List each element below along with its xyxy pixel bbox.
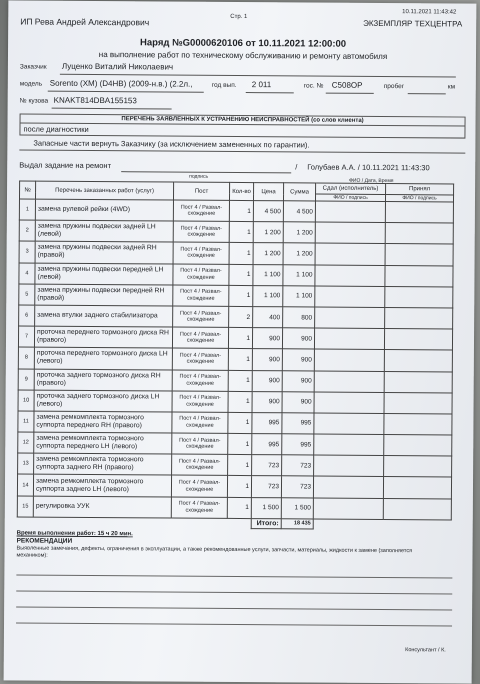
- model-underline: [48, 91, 204, 93]
- row-service: замена ремкомплекта тормозного суппорта переднего LH (левого): [34, 432, 172, 454]
- row-num: 2: [19, 220, 35, 241]
- year-value: 2 011: [251, 80, 272, 90]
- table-row: [19, 199, 453, 223]
- col-done: Сдал (исполнитель): [316, 183, 386, 194]
- row-post: Пост 4 / Развал-схождение: [172, 370, 228, 392]
- copy-label: ЭКЗЕМПЛЯР ТЕХЦЕНТРА: [363, 18, 463, 29]
- total-label: Итого:: [251, 518, 281, 528]
- vin-underline: [52, 108, 172, 110]
- row-accepted-cell: [384, 435, 452, 457]
- col-service: Перечень заказанных работ (услуг): [35, 181, 173, 200]
- order-title: Наряд №G0000620106 от 10.11.2021 12:00:00: [140, 37, 347, 50]
- printed-timestamp: 10.11.2021 11:43:42: [402, 9, 457, 16]
- row-qty: 1: [228, 433, 252, 454]
- row-qty: 1: [229, 200, 253, 221]
- row-num: 5: [19, 284, 35, 305]
- row-num: 9: [18, 368, 34, 389]
- row-price: 900: [252, 328, 282, 349]
- row-sum: 900: [282, 391, 314, 412]
- row-num: 7: [18, 326, 34, 347]
- row-accepted-cell: [384, 371, 452, 393]
- consultant-signature: Консультант / К.: [405, 647, 446, 654]
- row-qty: 1: [228, 349, 252, 370]
- row-price: 400: [253, 307, 283, 328]
- row-accepted-cell: [385, 202, 453, 224]
- row-price: 900: [252, 370, 282, 391]
- row-qty: 1: [229, 285, 253, 306]
- row-post: Пост 4 / Развал-схождение: [172, 391, 228, 413]
- col-post: Пост: [173, 182, 229, 200]
- document-header: [20, 6, 466, 33]
- row-sum: 1 200: [283, 222, 315, 243]
- issued-label: Выдал задание на ремонт: [19, 160, 112, 171]
- row-accepted-cell: [384, 413, 452, 435]
- row-accepted-cell: [383, 477, 451, 499]
- row-post: Пост 4 / Развал-схождение: [173, 264, 229, 286]
- row-service: замена пружины подвески передней LH (левой): [35, 263, 173, 285]
- row-qty: 1: [227, 497, 251, 518]
- row-num: 12: [18, 432, 34, 453]
- row-sum: 1 100: [283, 286, 315, 307]
- row-service: замена ремкомплекта тормозного суппорта заднего LH (левого): [33, 474, 171, 496]
- col-accepted: Принял: [386, 184, 454, 195]
- table-row: [18, 390, 452, 414]
- row-price: 1 100: [253, 285, 283, 306]
- row-num: 10: [18, 390, 34, 411]
- row-done-cell: [315, 201, 385, 223]
- row-qty: 1: [229, 222, 253, 243]
- row-sum: 900: [282, 328, 314, 349]
- declared-faults-text: после диагностики: [23, 124, 89, 134]
- row-service: проточка переднего тормозного диска RH (правого): [34, 326, 172, 348]
- table-row: [19, 284, 453, 308]
- row-qty: 1: [228, 391, 252, 412]
- row-qty: 1: [229, 264, 253, 285]
- model-label: модель: [19, 80, 43, 88]
- row-done-cell: [314, 413, 384, 435]
- table-row: [19, 220, 453, 244]
- row-done-cell: [314, 455, 384, 477]
- row-service: замена пружины подвески задней LH (левой): [35, 220, 173, 242]
- row-price: 1 200: [253, 222, 283, 243]
- row-num: 13: [18, 453, 34, 474]
- row-service: замена пружины подвески передней RH (правой): [35, 284, 173, 306]
- organization-name: ИП Рева Андрей Александрович: [20, 16, 150, 28]
- row-sum: 995: [282, 434, 314, 455]
- row-sum: 800: [283, 307, 315, 328]
- issued-row: [19, 160, 465, 185]
- row-post: Пост 4 / Развал-схождение: [172, 412, 228, 434]
- order-subtitle: на выполнение работ по техническому обслуживанию и ремонту автомобиля: [98, 50, 388, 62]
- row-accepted-cell: [385, 307, 453, 329]
- customer-label: Заказчик: [19, 63, 47, 71]
- col-qty: Кол-во: [229, 182, 253, 200]
- row-done-cell: [315, 222, 385, 244]
- customer-row: [20, 61, 466, 78]
- row-done-cell: [314, 328, 384, 350]
- row-qty: 1: [228, 455, 252, 476]
- row-num: 1: [19, 199, 35, 220]
- row-num: 4: [19, 263, 35, 284]
- row-post: Пост 4 / Развал-схождение: [172, 348, 228, 370]
- plate-underline: [326, 93, 374, 94]
- total-value: 18 435: [281, 519, 313, 529]
- vin-value: KNAKT814DBA155153: [53, 95, 137, 106]
- row-price: 1 100: [253, 264, 283, 285]
- row-num: 3: [19, 241, 35, 262]
- row-price: 1 500: [251, 497, 281, 518]
- row-post: Пост 4 / Развал-схождение: [173, 221, 229, 243]
- vin-label: № кузова: [19, 97, 49, 105]
- table-row: [19, 305, 453, 329]
- table-row: [17, 474, 451, 498]
- vin-row: [20, 95, 466, 112]
- row-sum: 723: [282, 455, 314, 476]
- row-sum: 900: [282, 370, 314, 391]
- total-row: [17, 517, 451, 530]
- row-accepted-cell: [384, 329, 452, 351]
- row-sum: 1 500: [281, 497, 313, 518]
- work-time: Время выполнения работ: 15 ч 20 мин.: [16, 530, 133, 538]
- row-post: Пост 4 / Развал-схождение: [172, 327, 228, 349]
- recommendations-heading: РЕКОМЕНДАЦИИ: [16, 537, 73, 545]
- row-post: Пост 4 / Развал-схождение: [173, 200, 229, 222]
- year-underline: [246, 92, 294, 93]
- mileage-unit: км: [447, 83, 456, 91]
- row-sum: 900: [282, 349, 314, 370]
- col-num: №: [19, 181, 35, 199]
- row-done-cell: [314, 392, 384, 414]
- row-post: Пост 4 / Развал-схождение: [173, 306, 229, 328]
- row-num: 14: [17, 474, 33, 495]
- col-sum: Сумма: [283, 183, 315, 201]
- plate-label: гос. №: [303, 82, 324, 90]
- mileage-underline: [408, 93, 446, 94]
- row-done-cell: [315, 307, 385, 329]
- recommendations-note: Выявленные замечания, дефекты, ограничения в эксплуатации, а также рекомендованные услуги, запчасти, материалы, жидкости к замене (заполняется механиком):: [16, 545, 413, 559]
- row-done-cell: [315, 243, 385, 265]
- row-done-cell: [313, 476, 383, 498]
- row-done-cell: [314, 349, 384, 371]
- row-num: 11: [18, 411, 34, 432]
- vehicle-row: [20, 78, 466, 95]
- table-row: [18, 432, 452, 456]
- table-row: [19, 241, 453, 265]
- row-price: 900: [252, 391, 282, 412]
- row-qty: 1: [228, 370, 252, 391]
- row-num: 15: [17, 496, 33, 517]
- row-price: 723: [252, 455, 282, 476]
- col-done-sub: ФИО / подпись: [315, 194, 385, 201]
- row-num: 6: [19, 305, 35, 326]
- row-service: регулировка УУК: [33, 496, 171, 518]
- issued-by: Голубаев А.А. / 10.11.2021 11:43:30: [307, 162, 430, 173]
- declared-faults-heading: ПЕРЕЧЕНЬ ЗАЯВЛЕННЫХ К УСТРАНЕНИЮ НЕИСПРАВНОСТЕЙ (со слов клиента): [21, 114, 465, 126]
- signature-caption: подпись: [189, 173, 209, 180]
- row-num: 8: [18, 347, 34, 368]
- row-post: Пост 4 / Развал-схождение: [171, 475, 227, 497]
- row-service: замена рулевой рейки (4WD): [35, 199, 173, 221]
- table-row: [18, 411, 452, 435]
- row-done-cell: [313, 498, 383, 520]
- row-service: проточка заднего тормозного диска RH (правого): [34, 369, 172, 391]
- customer-underline: [60, 74, 456, 78]
- model-value: Sorento (XM) (D4HB) (2009-н.в.) (2.2л.,: [49, 78, 193, 89]
- row-post: Пост 4 / Развал-схождение: [171, 497, 227, 519]
- row-service: замена втулки заднего стабилизатора: [35, 305, 173, 327]
- row-service: замена пружины подвески задней RH (правой): [35, 241, 173, 263]
- row-post: Пост 4 / Развал-схождение: [172, 454, 228, 476]
- col-price: Цена: [253, 183, 283, 201]
- row-service: проточка переднего тормозного диска LH (левого): [34, 347, 172, 369]
- row-post: Пост 4 / Развал-схождение: [172, 433, 228, 455]
- parts-return-note: Запасные части вернуть Заказчику (за исключением замененных по гарантии).: [19, 138, 465, 153]
- row-post: Пост 4 / Развал-схождение: [173, 242, 229, 264]
- row-service: замена ремкомплекта тормозного суппорта заднего RH (правого): [34, 453, 172, 475]
- row-accepted-cell: [384, 392, 452, 414]
- row-post: Пост 4 / Развал-схождение: [173, 285, 229, 307]
- year-label: год вып.: [211, 81, 237, 89]
- row-qty: 1: [228, 328, 252, 349]
- row-price: 723: [251, 476, 281, 497]
- declared-faults-box: [19, 113, 465, 138]
- row-accepted-cell: [384, 350, 452, 372]
- row-price: 900: [252, 349, 282, 370]
- plate-value: С508ОР: [331, 80, 363, 90]
- issued-by-caption: ФИО / Дата, Время: [349, 177, 394, 185]
- row-done-cell: [315, 286, 385, 308]
- table-row: [18, 453, 452, 477]
- row-qty: 1: [229, 243, 253, 264]
- row-qty: 2: [229, 306, 253, 327]
- recommendation-line: [16, 607, 452, 626]
- row-accepted-cell: [383, 498, 451, 520]
- row-price: 4 500: [253, 201, 283, 222]
- row-accepted-cell: [384, 456, 452, 478]
- table-row: [18, 347, 452, 371]
- row-done-cell: [314, 434, 384, 456]
- row-accepted-cell: [385, 223, 453, 245]
- table-row: [19, 263, 453, 287]
- customer-name: Луценко Виталий Николаевич: [61, 61, 174, 72]
- works-table: [17, 177, 454, 530]
- issued-slash: /: [295, 162, 298, 172]
- row-sum: 1 200: [283, 243, 315, 264]
- table-row: [18, 326, 452, 350]
- row-price: 1 200: [253, 243, 283, 264]
- row-accepted-cell: [385, 265, 453, 287]
- row-sum: 995: [282, 413, 314, 434]
- row-qty: 1: [227, 476, 251, 497]
- col-accepted-sub: ФИО / подпись: [385, 195, 453, 202]
- work-order-sheet: [4, 0, 477, 683]
- mileage-label: пробег: [383, 82, 405, 91]
- row-service: замена ремкомплекта тормозного суппорта переднего RH (правого): [34, 411, 172, 433]
- table-row: [18, 368, 452, 392]
- row-sum: 1 100: [283, 264, 315, 285]
- row-accepted-cell: [385, 286, 453, 308]
- row-sum: 723: [281, 476, 313, 497]
- row-service: проточка заднего тормозного диска LH (левого): [34, 390, 172, 412]
- row-price: 995: [252, 412, 282, 433]
- row-accepted-cell: [385, 244, 453, 266]
- page-number: Стр. 1: [230, 13, 248, 21]
- row-sum: 4 500: [283, 201, 315, 222]
- table-row: [17, 496, 451, 520]
- row-qty: 1: [228, 412, 252, 433]
- row-price: 995: [252, 434, 282, 455]
- row-done-cell: [314, 371, 384, 393]
- row-done-cell: [315, 265, 385, 287]
